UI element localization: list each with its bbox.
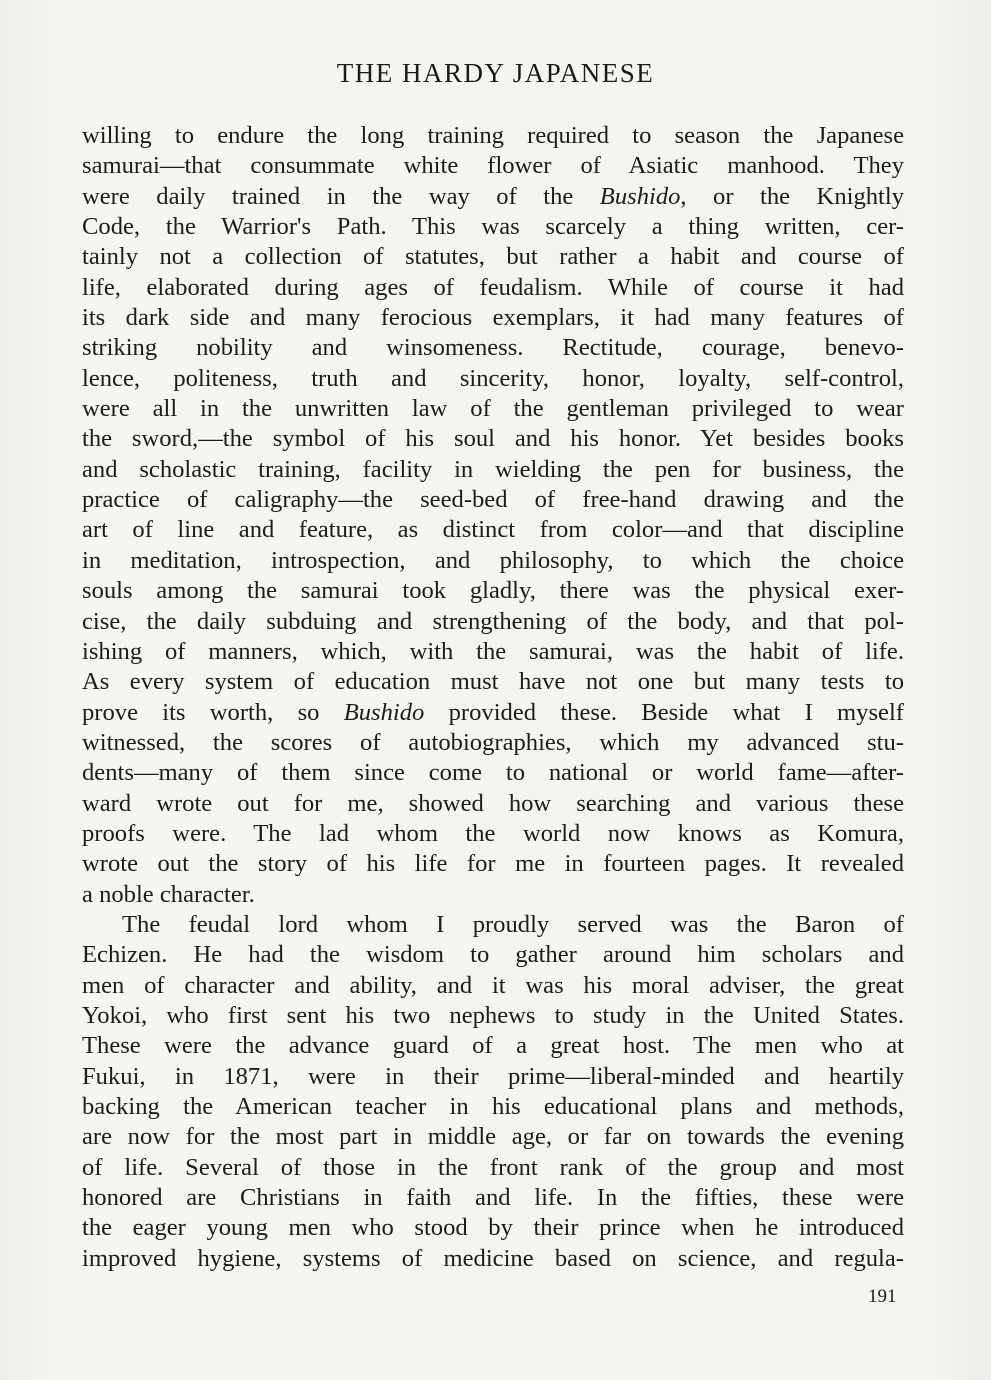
text-line: are now for the most part in middle age, or far on towards the evening [82, 1123, 904, 1151]
text-line: dents—many of them since come to national or world fame—after- [82, 759, 904, 787]
text-line: were all in the unwritten law of the gentleman privileged to wear [82, 395, 904, 423]
text-line: were daily trained in the way of the Bushido, or the Knightly [82, 182, 905, 210]
text-line: Yokoi, who first sent his two nephews to study in the United States. [82, 1001, 904, 1029]
text-line: souls among the samurai took gladly, there was the physical exer- [82, 577, 904, 605]
text-line: in meditation, introspection, and philosophy, to which the choice [82, 546, 904, 574]
paragraph-2 [82, 910, 904, 1274]
text-line: men of character and ability, and it was his moral adviser, the great [82, 971, 904, 999]
text-line: the eager young men who stood by their prince when he introduced [82, 1214, 904, 1242]
text-line: Fukui, in 1871, were in their prime—liberal-minded and heartily [82, 1062, 904, 1090]
text-line: Echizen. He had the wisdom to gather around him scholars and [82, 941, 904, 969]
text-line: improved hygiene, systems of medicine based on science, and regula- [82, 1244, 904, 1272]
text-line: witnessed, the scores of autobiographies, which my advanced stu- [82, 728, 904, 756]
text-line: ishing of manners, which, with the samurai, was the habit of life. [82, 637, 904, 665]
text-line: honored are Christians in faith and life. In the fifties, these were [82, 1184, 904, 1212]
text-line: art of line and feature, as distinct from color—and that discipline [82, 516, 904, 544]
body-text [82, 121, 904, 1274]
paragraph-1 [82, 121, 904, 910]
text-line: prove its worth, so Bushido provided these. Beside what I myself [82, 698, 904, 726]
text-line: samurai—that consummate white flower of Asiatic manhood. They [82, 152, 904, 180]
text-line: life, elaborated during ages of feudalism. While of course it had [82, 273, 904, 301]
text-line: proofs were. The lad whom the world now knows as Komura, [82, 819, 904, 847]
text-line: As every system of education must have not one but many tests to [82, 668, 904, 696]
italic-term: Bushido [343, 698, 425, 726]
text-line: willing to endure the long training required to season the Japanese [82, 122, 904, 149]
text-line: of life. Several of those in the front rank of the group and most [82, 1153, 904, 1181]
text-line: The feudal lord whom I proudly served was the Baron of [122, 910, 904, 938]
text-line: backing the American teacher in his educational plans and methods, [82, 1093, 904, 1120]
text-line: wrote out the story of his life for me in fourteen pages. It revealed [82, 850, 904, 878]
text-line: These were the advance guard of a great host. The men who at [82, 1032, 904, 1060]
text-line: Code, the Warrior's Path. This was scarcely a thing written, cer- [82, 213, 904, 241]
running-head: THE HARDY JAPANESE [336, 58, 655, 88]
page-number: 191 [868, 1286, 897, 1307]
text-line: and scholastic training, facility in wielding the pen for business, the [82, 455, 904, 483]
text-line: its dark side and many ferocious exemplars, it had many features of [82, 304, 904, 332]
italic-term: Bushido [599, 182, 681, 210]
text-line: striking nobility and winsomeness. Rectitude, courage, benevo- [82, 334, 904, 362]
text-line: cise, the daily subduing and strengthening of the body, and that pol- [82, 607, 904, 635]
text-line: the sword,—the symbol of his soul and his honor. Yet besides books [82, 425, 904, 453]
text-line: lence, politeness, truth and sincerity, honor, loyalty, self-control, [82, 364, 904, 392]
text-line: practice of caligraphy—the seed-bed of free-hand drawing and the [82, 486, 904, 514]
text-line: ward wrote out for me, showed how searching and various these [82, 789, 904, 817]
text-line: a noble character. [82, 880, 255, 908]
text-line: tainly not a collection of statutes, but rather a habit and course of [82, 243, 904, 271]
